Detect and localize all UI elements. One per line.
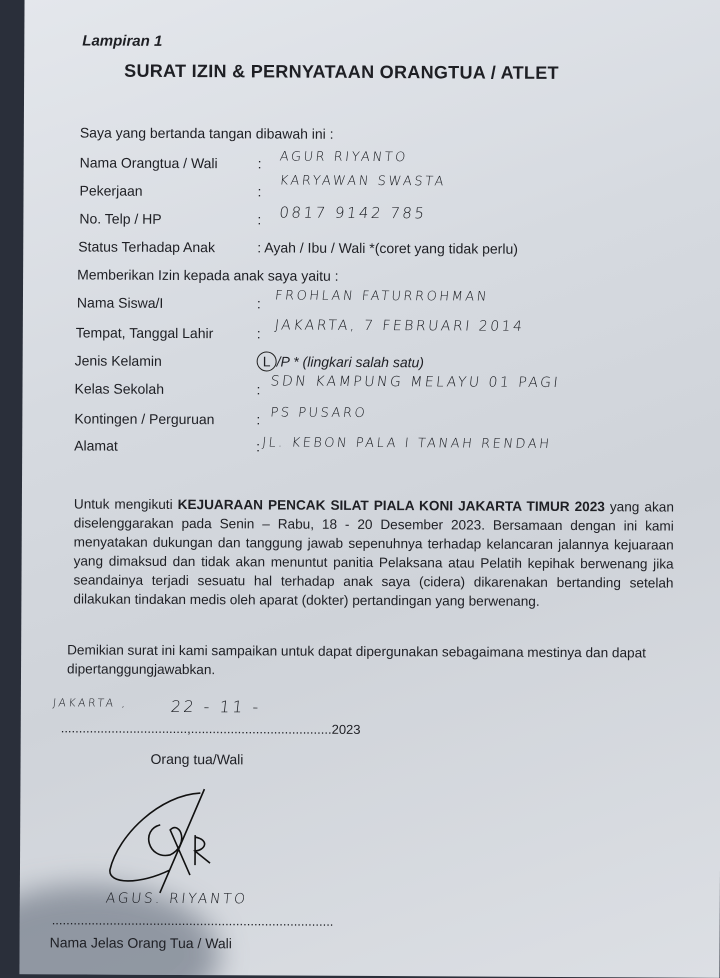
- field-label: Kelas Sekolah: [74, 380, 165, 397]
- intro-text: Saya yang bertanda tangan dibawah ini :: [79, 124, 334, 142]
- status-value: : Ayah / Ibu / Wali *(coret yang tidak perlu): [257, 239, 518, 257]
- sign-date: 22 - 11 -: [169, 696, 262, 717]
- statement-paragraph: [73, 494, 674, 611]
- signature-mark: [100, 785, 241, 896]
- colon: :: [256, 381, 261, 398]
- name-label: Nama Jelas Orang Tua / Wali: [49, 934, 232, 952]
- field-label: Tempat, Tanggal Lahir: [75, 324, 214, 342]
- closing-paragraph: Demikian surat ini kami sampaikan untuk dapat dipergunakan sebagaimana mestinya dan dapat dipertanggungjawabkan.: [66, 642, 647, 678]
- birth-value: JAKARTA, 7 FEBRUARI 2014: [273, 317, 526, 335]
- occupation-value: KARYAWAN SWASTA: [278, 173, 447, 190]
- field-label: Kontingen / Perguruan: [74, 410, 215, 428]
- document-title: SURAT IZIN & PERNYATAAN ORANGTUA / ATLET: [124, 60, 559, 83]
- gender-value: [257, 351, 424, 372]
- colon: :: [257, 183, 262, 200]
- date-line: ...................................,.......................................2023: [60, 720, 361, 737]
- role-label: Orang tua/Wali: [150, 750, 244, 768]
- colon: :: [256, 411, 261, 428]
- field-label: Pekerjaan: [79, 182, 143, 199]
- parent-name-value: AGUR RIYANTO: [278, 149, 409, 166]
- colon: :: [257, 155, 262, 172]
- school-value: SDN KAMPUNG MELAYU 01 PAGI: [269, 373, 561, 391]
- name-line: ..............................................................................: [51, 912, 334, 929]
- address-value: JL. KEBON PALA I TANAH RENDAH: [261, 435, 553, 452]
- field-label: Nama Orangtua / Wali: [79, 154, 218, 172]
- field-label: Alamat: [74, 437, 118, 454]
- gender-note: /P * (lingkari salah satu): [276, 353, 425, 371]
- colon: :: [256, 295, 261, 312]
- intro2-text: Memberikan Izin kepada anak saya yaitu :: [77, 266, 339, 284]
- attachment-label: Lampiran 1: [82, 32, 163, 50]
- field-label: Status Terhadap Anak: [78, 238, 216, 256]
- colon: :: [256, 438, 261, 455]
- sign-name: AGUS. RIYANTO: [104, 890, 249, 908]
- event-name: KEJUARAAN PENCAK SILAT PIALA KONI JAKARTA TIMUR 2023: [177, 496, 605, 515]
- phone-value: 0817 9142 785: [278, 203, 428, 223]
- gender-circled: L: [257, 351, 277, 371]
- contingent-value: PS PUSARO: [269, 405, 368, 421]
- sign-place: JAKARTA ,: [52, 696, 129, 710]
- colon: :: [257, 211, 262, 228]
- permission-letter: [19, 0, 720, 978]
- field-label: No. Telp / HP: [79, 210, 162, 227]
- colon: :: [256, 325, 261, 342]
- field-label: Nama Siswa/I: [76, 294, 164, 311]
- body-post: yang akan diselenggarakan pada Senin – Rabu, 18 - 20 Desember 2023. Bersamaan dengan ini kami menyatakan dukungan dan tanggung jawab sepenuhnya terhadap kelancaran jalannya kejuaraan yang dimaksud dan tidak akan menuntut panitia Pelaksana atau Pelatih kepihak berwenang jika seandainya terjadi sesuatu hal terhadap anak saya (cidera) dikarenakan bertanding setelah dilakukan tindakan medis oleh aparat (dokter) pertandingan yang berwenang.: [73, 499, 674, 609]
- field-label: Jenis Kelamin: [74, 352, 162, 369]
- body-pre: Untuk mengikuti: [73, 496, 178, 512]
- student-name-value: FROHLAN FATURROHMAN: [274, 288, 490, 305]
